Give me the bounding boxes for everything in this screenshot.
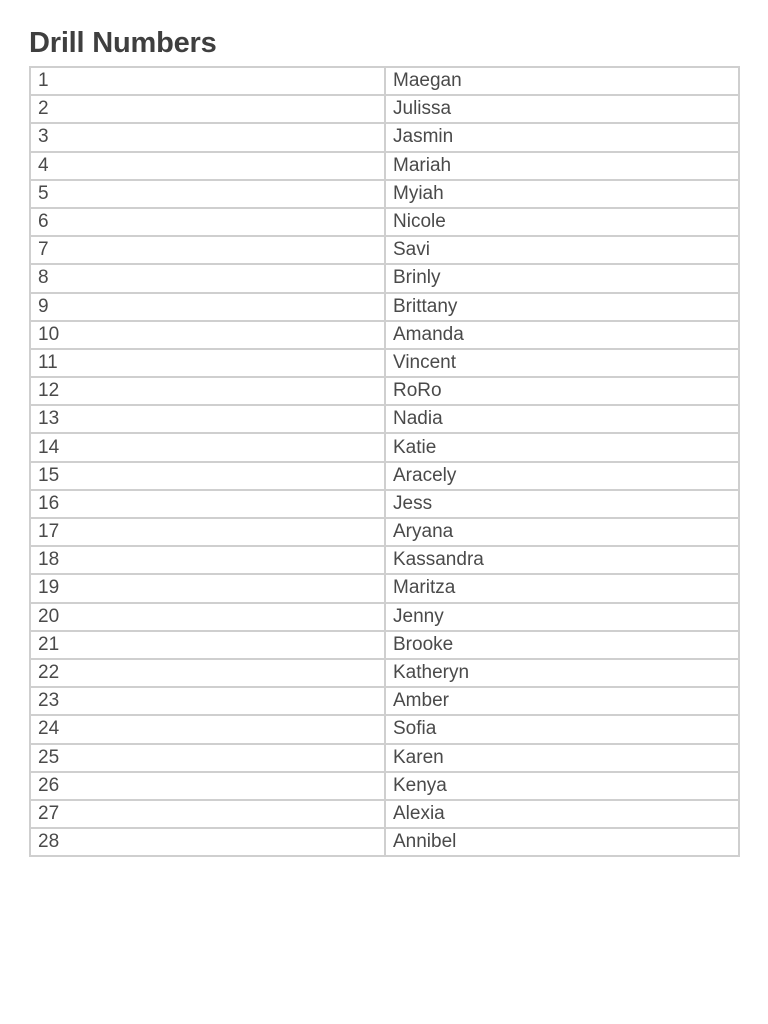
drill-number-cell: 22	[30, 659, 385, 687]
member-name-cell: Julissa	[385, 95, 739, 123]
table-row	[30, 800, 739, 828]
member-name-cell: Katheryn	[385, 659, 739, 687]
drill-number-cell: 2	[30, 95, 385, 123]
table-row	[30, 490, 739, 518]
member-name-cell: Brittany	[385, 293, 739, 321]
drill-number-cell: 1	[30, 67, 385, 95]
table-row	[30, 603, 739, 631]
member-name-cell: Amber	[385, 687, 739, 715]
drill-number-cell: 6	[30, 208, 385, 236]
document	[29, 22, 741, 857]
member-name-cell: Alexia	[385, 800, 739, 828]
drill-number-cell: 21	[30, 631, 385, 659]
table-row	[30, 462, 739, 490]
table-row	[30, 659, 739, 687]
drill-number-cell: 20	[30, 603, 385, 631]
member-name-cell: RoRo	[385, 377, 739, 405]
member-name-cell: Jenny	[385, 603, 739, 631]
table-row	[30, 405, 739, 433]
member-name-cell: Aracely	[385, 462, 739, 490]
member-name-cell: Sofia	[385, 715, 739, 743]
member-name-cell: Karen	[385, 744, 739, 772]
table-row	[30, 377, 739, 405]
drill-number-cell: 17	[30, 518, 385, 546]
table-row	[30, 180, 739, 208]
page-title: Drill Numbers	[29, 27, 217, 59]
drill-number-cell: 27	[30, 800, 385, 828]
table-row	[30, 264, 739, 292]
drill-number-cell: 19	[30, 574, 385, 602]
drill-number-cell: 11	[30, 349, 385, 377]
table-row	[30, 208, 739, 236]
member-name-cell: Vincent	[385, 349, 739, 377]
table-row	[30, 631, 739, 659]
member-name-cell: Aryana	[385, 518, 739, 546]
drill-number-cell: 8	[30, 264, 385, 292]
table-row	[30, 123, 739, 151]
member-name-cell: Brinly	[385, 264, 739, 292]
table-row	[30, 828, 739, 856]
drill-number-cell: 26	[30, 772, 385, 800]
table-row	[30, 95, 739, 123]
drill-number-cell: 14	[30, 433, 385, 461]
member-name-cell: Nicole	[385, 208, 739, 236]
table-body	[30, 67, 739, 856]
drill-number-cell: 5	[30, 180, 385, 208]
drill-number-cell: 28	[30, 828, 385, 856]
drill-number-cell: 13	[30, 405, 385, 433]
table-row	[30, 236, 739, 264]
table-row	[30, 293, 739, 321]
member-name-cell: Kassandra	[385, 546, 739, 574]
member-name-cell: Brooke	[385, 631, 739, 659]
table-row	[30, 687, 739, 715]
drill-number-cell: 16	[30, 490, 385, 518]
member-name-cell: Katie	[385, 433, 739, 461]
drill-number-cell: 10	[30, 321, 385, 349]
drill-number-cell: 4	[30, 152, 385, 180]
table-row	[30, 715, 739, 743]
drill-number-cell: 15	[30, 462, 385, 490]
member-name-cell: Annibel	[385, 828, 739, 856]
drill-number-cell: 9	[30, 293, 385, 321]
table-row	[30, 349, 739, 377]
table-row	[30, 546, 739, 574]
table-row	[30, 433, 739, 461]
drill-number-cell: 25	[30, 744, 385, 772]
drill-number-cell: 3	[30, 123, 385, 151]
drill-number-cell: 18	[30, 546, 385, 574]
drill-number-cell: 12	[30, 377, 385, 405]
drill-number-cell: 24	[30, 715, 385, 743]
drill-number-cell: 23	[30, 687, 385, 715]
table-row	[30, 67, 739, 95]
table-row	[30, 574, 739, 602]
drill-numbers-table	[29, 66, 740, 857]
member-name-cell: Myiah	[385, 180, 739, 208]
drill-number-cell: 7	[30, 236, 385, 264]
table-row	[30, 518, 739, 546]
table-row	[30, 321, 739, 349]
member-name-cell: Kenya	[385, 772, 739, 800]
member-name-cell: Maritza	[385, 574, 739, 602]
member-name-cell: Savi	[385, 236, 739, 264]
member-name-cell: Nadia	[385, 405, 739, 433]
member-name-cell: Jess	[385, 490, 739, 518]
table-row	[30, 152, 739, 180]
member-name-cell: Maegan	[385, 67, 739, 95]
table-row	[30, 744, 739, 772]
member-name-cell: Mariah	[385, 152, 739, 180]
member-name-cell: Jasmin	[385, 123, 739, 151]
table-row	[30, 772, 739, 800]
member-name-cell: Amanda	[385, 321, 739, 349]
